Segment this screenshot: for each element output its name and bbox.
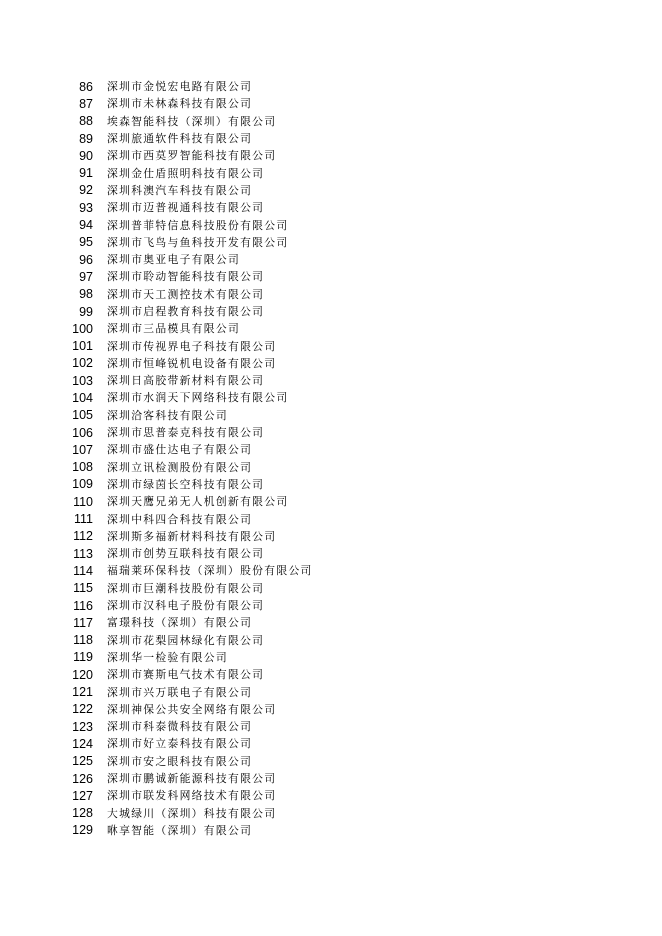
list-item — [60, 580, 620, 597]
company-name: 深圳普菲特信息科技股份有限公司 — [107, 218, 289, 232]
list-item — [60, 268, 620, 285]
company-name: 深圳神保公共安全网络有限公司 — [107, 702, 277, 716]
row-number: 114 — [73, 563, 93, 578]
list-item — [60, 493, 620, 510]
row-number: 105 — [72, 408, 93, 423]
row-number: 90 — [79, 148, 93, 163]
company-name: 深圳市花梨园林绿化有限公司 — [107, 633, 265, 647]
list-item — [60, 303, 620, 320]
company-name: 深圳天鹰兄弟无人机创新有限公司 — [107, 495, 289, 509]
row-number: 91 — [79, 166, 93, 181]
company-name: 深圳市思普泰克科技有限公司 — [107, 426, 265, 440]
row-number: 99 — [79, 304, 93, 319]
row-number: 121 — [72, 685, 93, 700]
company-name: 深圳市兴万联电子有限公司 — [107, 685, 253, 699]
row-number: 87 — [79, 96, 93, 111]
row-number: 124 — [72, 736, 93, 751]
row-number: 94 — [79, 218, 93, 233]
company-name: 深圳市恒峰锐机电设备有限公司 — [107, 356, 277, 370]
row-number: 120 — [72, 667, 93, 682]
row-number: 125 — [72, 754, 93, 769]
row-number: 109 — [72, 477, 93, 492]
company-name: 咻享智能（深圳）有限公司 — [107, 823, 253, 837]
row-number: 107 — [72, 442, 93, 457]
row-number: 101 — [72, 339, 93, 354]
list-item — [60, 95, 620, 112]
row-number: 110 — [73, 494, 93, 509]
row-number: 103 — [72, 373, 93, 388]
row-number: 93 — [79, 200, 93, 215]
company-name: 深圳旅通软件科技有限公司 — [107, 132, 253, 146]
row-number: 89 — [79, 131, 93, 146]
company-name: 深圳市奥亚电子有限公司 — [107, 253, 241, 267]
row-number: 129 — [72, 823, 93, 838]
list-item — [60, 113, 620, 130]
row-number: 86 — [79, 79, 93, 94]
row-number: 95 — [79, 235, 93, 250]
company-name: 深圳市创势互联科技有限公司 — [107, 547, 265, 561]
list-item — [60, 701, 620, 718]
company-name: 深圳市鹏诚新能源科技有限公司 — [107, 772, 277, 786]
company-name: 深圳市天工测控技术有限公司 — [107, 287, 265, 301]
company-name: 深圳市科泰微科技有限公司 — [107, 720, 253, 734]
row-number: 88 — [79, 114, 93, 129]
list-item — [60, 337, 620, 354]
row-number: 128 — [72, 806, 93, 821]
row-number: 119 — [73, 650, 93, 665]
row-number: 116 — [73, 598, 93, 613]
company-name: 深圳洽客科技有限公司 — [107, 408, 228, 422]
row-number: 92 — [79, 183, 93, 198]
list-item — [60, 614, 620, 631]
company-name: 富璟科技（深圳）有限公司 — [107, 616, 253, 630]
list-item — [60, 130, 620, 147]
list-item — [60, 459, 620, 476]
list-item — [60, 735, 620, 752]
list-item — [60, 355, 620, 372]
row-number: 117 — [73, 615, 93, 630]
row-number: 100 — [72, 321, 93, 336]
company-name: 深圳市未林森科技有限公司 — [107, 97, 253, 111]
company-name: 深圳市聆动智能科技有限公司 — [107, 270, 265, 284]
row-number: 98 — [79, 287, 93, 302]
row-number: 127 — [72, 788, 93, 803]
list-item — [60, 562, 620, 579]
list-item — [60, 787, 620, 804]
row-number: 118 — [73, 633, 93, 648]
list-item — [60, 78, 620, 95]
company-name: 深圳市飞鸟与鱼科技开发有限公司 — [107, 235, 289, 249]
company-name: 深圳市好立泰科技有限公司 — [107, 737, 253, 751]
list-item — [60, 286, 620, 303]
row-number: 126 — [72, 771, 93, 786]
row-number: 122 — [72, 702, 93, 717]
list-item — [60, 372, 620, 389]
company-name: 深圳市绿茵长空科技有限公司 — [107, 477, 265, 491]
company-name: 深圳市联发科网络技术有限公司 — [107, 789, 277, 803]
row-number: 106 — [72, 425, 93, 440]
company-name: 深圳市水润天下网络科技有限公司 — [107, 391, 289, 405]
company-name: 深圳立讯检测股份有限公司 — [107, 460, 253, 474]
list-item — [60, 199, 620, 216]
list-item — [60, 424, 620, 441]
list-item — [60, 822, 620, 839]
row-number: 108 — [72, 460, 93, 475]
list-item — [60, 320, 620, 337]
company-name: 埃森智能科技（深圳）有限公司 — [107, 114, 277, 128]
company-name: 深圳科澳汽车科技有限公司 — [107, 183, 253, 197]
row-number: 96 — [79, 252, 93, 267]
list-item — [60, 182, 620, 199]
list-item — [60, 649, 620, 666]
list-item — [60, 510, 620, 527]
list-item — [60, 770, 620, 787]
row-number: 112 — [73, 529, 93, 544]
list-item — [60, 164, 620, 181]
list-item — [60, 683, 620, 700]
company-name: 深圳市安之眼科技有限公司 — [107, 754, 253, 768]
row-number: 115 — [73, 581, 93, 596]
list-item — [60, 407, 620, 424]
list-item — [60, 147, 620, 164]
list-item — [60, 476, 620, 493]
company-name: 深圳市迈普视通科技有限公司 — [107, 201, 265, 215]
company-name: 深圳市三品模具有限公司 — [107, 322, 241, 336]
company-name: 深圳市汉科电子股份有限公司 — [107, 599, 265, 613]
company-name: 深圳市传视界电子科技有限公司 — [107, 339, 277, 353]
company-name: 深圳华一检验有限公司 — [107, 650, 228, 664]
list-item — [60, 632, 620, 649]
company-name: 深圳市盛仕达电子有限公司 — [107, 443, 253, 457]
company-name: 深圳市赛斯电气技术有限公司 — [107, 668, 265, 682]
list-item — [60, 234, 620, 251]
list-item — [60, 251, 620, 268]
list-item — [60, 216, 620, 233]
list-item — [60, 597, 620, 614]
list-item — [60, 528, 620, 545]
list-item — [60, 718, 620, 735]
list-item — [60, 804, 620, 821]
company-name: 深圳市启程教育科技有限公司 — [107, 305, 265, 318]
row-number: 104 — [72, 390, 93, 405]
company-name: 深圳市巨潮科技股份有限公司 — [107, 581, 265, 595]
row-number: 111 — [73, 512, 93, 527]
list-item — [60, 753, 620, 770]
row-number: 123 — [72, 719, 93, 734]
row-number: 97 — [79, 269, 93, 284]
company-name: 深圳中科四合科技有限公司 — [107, 512, 253, 526]
list-item — [60, 441, 620, 458]
list-item — [60, 666, 620, 683]
list-item — [60, 545, 620, 562]
list-item — [60, 389, 620, 406]
row-number: 113 — [73, 546, 93, 561]
company-name: 深圳市西莫罗智能科技有限公司 — [107, 149, 277, 163]
company-name: 大城绿川（深圳）科技有限公司 — [107, 806, 277, 820]
company-name: 深圳斯多福新材料科技有限公司 — [107, 529, 277, 543]
company-name: 福瑞莱环保科技（深圳）股份有限公司 — [107, 564, 313, 578]
company-name: 深圳日高胶带新材料有限公司 — [107, 374, 265, 388]
company-list — [60, 78, 620, 839]
company-name: 深圳市金悦宏电路有限公司 — [107, 80, 253, 94]
row-number: 102 — [72, 356, 93, 371]
company-name: 深圳金仕盾照明科技有限公司 — [107, 166, 265, 180]
